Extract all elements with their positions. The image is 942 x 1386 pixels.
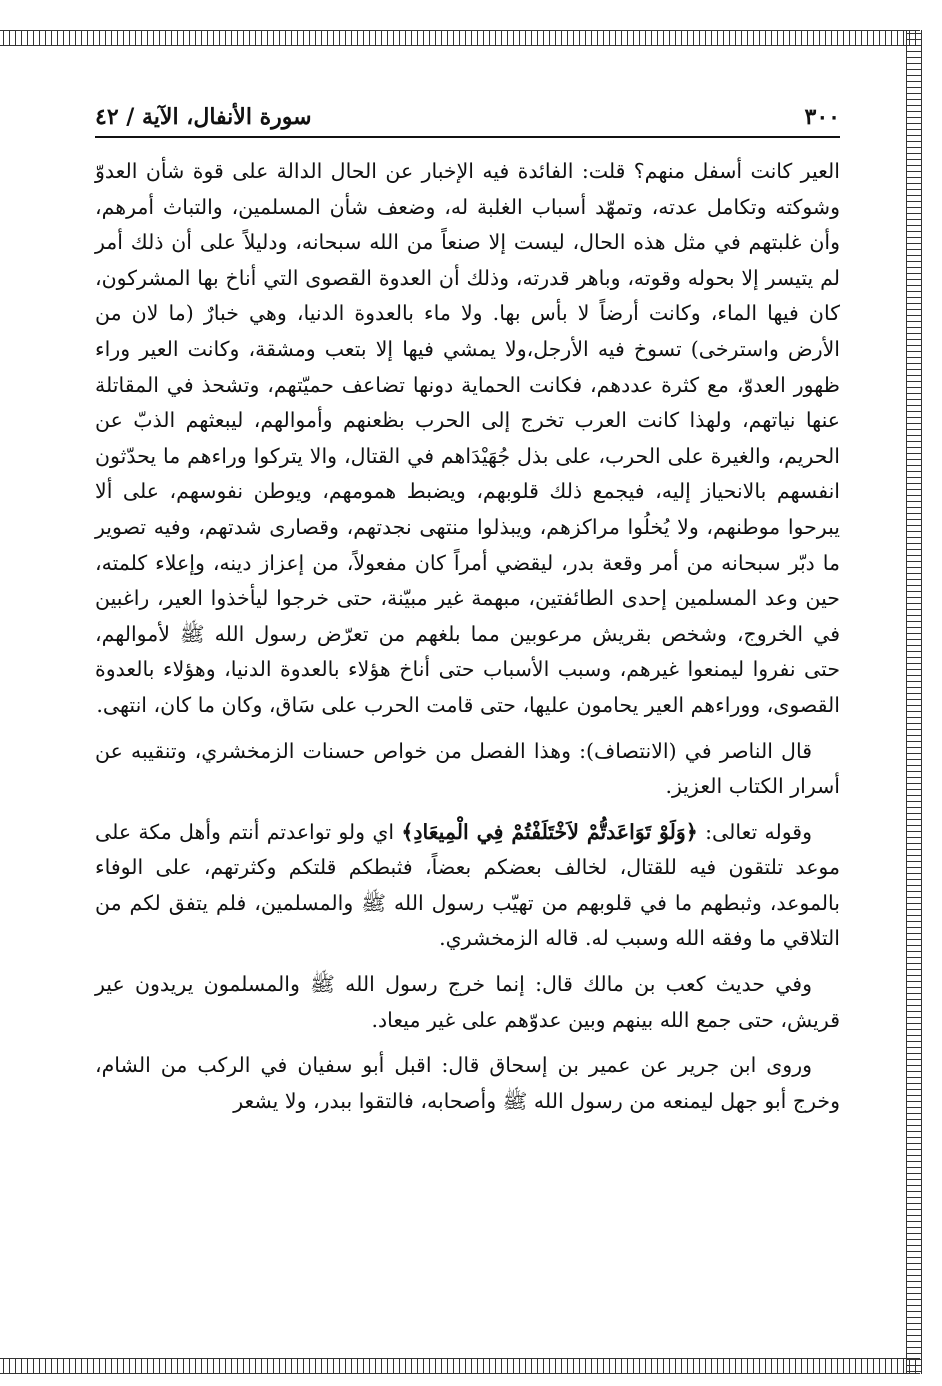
paragraph-4: وفي حديث كعب بن مالك قال: إنما خرج رسول الله ﷺ والمسلمون يريدون عير قريش، حتى جمع الله بينهم وبين عدوّهم على غير ميعاد. bbox=[95, 972, 840, 1032]
paragraph-3-commentary: اي ولو تواعدتم أنتم وأهل مكة على موعد تلتقون فيه للقتال، لخالف بعضكم بعضاً، فثبطكم قلتكم وكثرتهم، على الوفاء بالموعد، وثبطهم ما في قلوبهم من تهيّب رسول الله ﷺ والمسلمين، فلم يتفق لكم من التلاقي ما وفقه الله وسبب له. قاله الزمخشري. bbox=[95, 819, 840, 951]
paragraph-2: قال الناصر في (الانتصاف): وهذا الفصل من خواص حسنات الزمخشري، وتنقيبه عن أسرار الكتاب العزيز. bbox=[95, 738, 840, 799]
paragraph-3 bbox=[95, 815, 840, 957]
bottom-ornamental-border bbox=[0, 1358, 920, 1374]
paragraph-3-intro: وقوله تعالى: bbox=[697, 819, 813, 844]
paragraph-5: وروى ابن جرير عن عمير بن إسحاق قال: اقبل أبو سفيان في الركب من الشام، وخرج أبو جهل ليمنعه من رسول الله ﷺ وأصحابه، فالتقوا ببدر، ولا يشعر bbox=[95, 1053, 840, 1113]
chapter-title: سورة الأنفال، الآية / ٤٢ bbox=[95, 104, 312, 130]
quran-verse: ﴿وَلَوْ تَوَاعَدتُّمْ لاَخْتَلَفْتُمْ فِي الْمِيعَادِ﴾ bbox=[401, 819, 698, 844]
book-page bbox=[95, 90, 840, 1340]
page-number: ٣٠٠ bbox=[804, 104, 840, 130]
page-header bbox=[95, 90, 840, 138]
page-body bbox=[95, 154, 840, 1119]
paragraph-1: العير كانت أسفل منهم؟ قلت: الفائدة فيه الإخبار عن الحال الدالة على قوة شأن العدوّ وشوكته وتكامل عدته، وتمهّد أسباب الغلبة له، وضعف شأن المسلمين، والتباث أمرهم، وأن غلبتهم في مثل هذه الحال، ليست إلا صنعاً من الله سبحانه، ودليلاً على أن ذلك أمر لم يتيسر إلا بحوله وقوته، وباهر قدرته، وذلك أن العدوة القصوى التي أناخ بها المشركون، كان فيها الماء، وكانت أرضاً لا بأس بها. ولا ماء بالعدوة الدنيا، وهي خبارٌ (ما لان من الأرض واسترخى) تسوخ فيه الأرجل،ولا يمشي فيها إلا بتعب ومشقة، وكانت العير وراء ظهور العدوّ، مع كثرة عددهم، فكانت الحماية دونها تضاعف حميّتهم، وتشحذ في المقاتلة عنها نياتهم، ولهذا كانت العرب تخرج إلى الحرب بظعنهم وأموالهم، ليبعثهم الذبّ عن الحريم، والغيرة على الحرب، على بذل جُهَيْدَاهم في القتال، والا يتركوا وراءهم ما يحدّثون انفسهم بالانحياز إليه، فيجمع ذلك قلوبهم، ويضبط همومهم، ويوطن نفوسهم، على ألا يبرحوا موطنهم، ولا يُخلُوا مراكزهم، ويبذلوا منتهى نجدتهم، وقصارى شدتهم، وفيه تصوير ما دبّر سبحانه من أمر وقعة بدر، ليقضي أمراً كان مفعولاً، من إعزاز دينه، وإعلاء كلمته، حين وعد المسلمين إحدى الطائفتين، مبهمة غير مبيّنة، حتى خرجوا ليأخذوا العير، راغبين في الخروج، وشخص بقريش مرعوبين مما بلغهم من تعرّض رسول الله ﷺ لأموالهم، حتى نفروا ليمنعوا غيرهم، وسبب الأسباب حتى أناخ هؤلاء بالعدوة الدنيا، وهؤلاء بالعدوة القصوى، ووراءهم العير يحامون عليها، حتى قامت الحرب على سَاق، وكان ما كان، انتهى. bbox=[95, 159, 840, 717]
top-ornamental-border bbox=[0, 30, 920, 46]
right-ornamental-border bbox=[906, 30, 922, 1374]
